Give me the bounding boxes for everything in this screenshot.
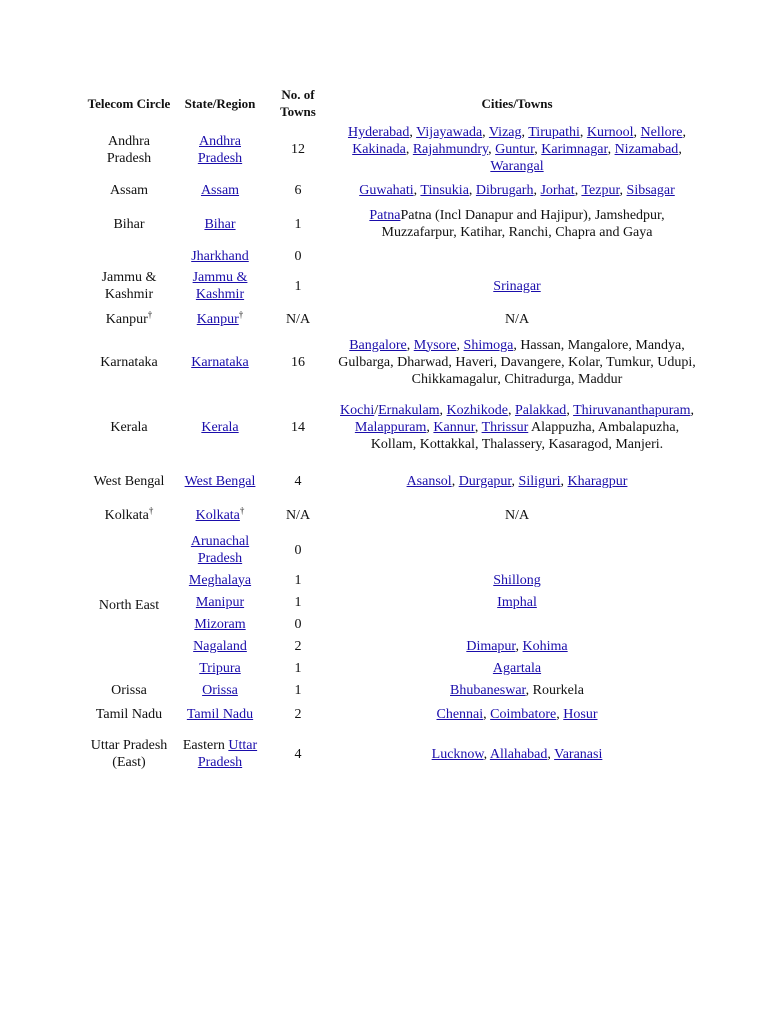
telecom-circle-cell	[84, 391, 174, 463]
city-link[interactable]: Siliguri	[518, 473, 561, 489]
city-link[interactable]: Guntur	[495, 142, 535, 157]
cities-towns-cell	[330, 679, 704, 701]
dagger-footnote-mark: †	[148, 504, 154, 515]
state-link[interactable]: Bihar	[204, 216, 236, 232]
city-text: ,	[560, 473, 568, 489]
telecom-circle-cell	[84, 499, 174, 531]
table-row	[84, 122, 704, 177]
telecom-circle-cell	[84, 245, 174, 267]
city-text: , Rourkela	[525, 682, 584, 698]
cities-towns-cell	[330, 463, 704, 499]
table-body	[84, 122, 704, 781]
state-region-cell	[174, 245, 266, 267]
state-region-cell	[174, 267, 266, 305]
city-link[interactable]: Kozhikode	[446, 402, 508, 418]
city-link[interactable]: Palakkad	[514, 402, 567, 418]
header-state-region: State/Region	[184, 95, 256, 111]
state-link[interactable]: Karnataka	[191, 354, 249, 370]
cities-towns-cell	[330, 613, 704, 635]
no-of-towns-cell: 1	[294, 216, 302, 232]
city-link[interactable]: Kannur	[433, 419, 475, 435]
table-row	[84, 569, 704, 591]
city-text: ,	[534, 142, 542, 157]
city-text: ,	[574, 182, 582, 198]
dagger-footnote-mark: †	[239, 504, 245, 515]
state-link[interactable]: Orissa	[202, 682, 238, 698]
no-of-towns-cell: 1	[294, 594, 302, 610]
city-link[interactable]: Hyderabad	[347, 125, 410, 140]
header-telecom-circle: Telecom Circle	[87, 95, 171, 111]
no-of-towns-cell: 1	[294, 682, 302, 698]
state-link[interactable]: Jammu & Kashmir	[192, 270, 248, 302]
city-link[interactable]: Sibsagar	[626, 182, 675, 198]
telecom-circle-name: Karnataka	[100, 354, 158, 370]
city-text: ,	[566, 402, 574, 418]
no-of-towns-cell: 0	[294, 542, 302, 558]
city-link[interactable]: Thrissur	[481, 419, 529, 435]
telecom-circles-table	[84, 84, 704, 781]
city-link[interactable]: Warangal	[490, 159, 544, 174]
telecom-circle-name: Orissa	[111, 682, 147, 698]
table-row	[84, 305, 704, 333]
telecom-circle-cell	[84, 267, 174, 305]
city-link[interactable]: Thiruvananthapuram	[573, 402, 691, 418]
state-region-cell	[174, 203, 266, 245]
header-cities-towns: Cities/Towns	[481, 95, 553, 111]
cities-towns-cell	[330, 305, 704, 333]
state-link[interactable]: Arunachal Pradesh	[190, 534, 250, 566]
telecom-circle-name: North East	[98, 597, 160, 613]
telecom-circle-cell	[84, 333, 174, 391]
cities-towns-cell	[330, 499, 704, 531]
cities-towns-cell	[330, 245, 704, 267]
telecom-circle-cell	[84, 203, 174, 245]
table-row	[84, 635, 704, 657]
telecom-circle-name: Kanpur	[105, 311, 148, 327]
table-row	[84, 177, 704, 203]
dagger-footnote-mark: †	[238, 308, 244, 319]
state-link[interactable]: Andhra Pradesh	[197, 133, 243, 166]
city-link[interactable]: Kochi	[340, 402, 375, 418]
city-text: ,	[690, 402, 694, 418]
city-text: ,	[488, 142, 496, 157]
city-text: ,	[607, 142, 615, 157]
city-link[interactable]: Dibrugarh	[475, 182, 534, 198]
city-link[interactable]: Bhubaneswar	[450, 682, 526, 698]
no-of-towns-cell: 4	[294, 473, 302, 489]
table-row	[84, 391, 704, 463]
state-region-cell	[174, 657, 266, 679]
cities-towns-cell	[330, 727, 704, 781]
state-link[interactable]: Kolkata	[195, 507, 240, 523]
state-link[interactable]: Assam	[200, 182, 240, 198]
city-text: , Hassan, Mangalore, Mandya, Gulbarga, Dharwad, Haveri, Davangere, Kolar, Tumkur, Udupi, Chikkamagalur, Chitradurga, Maddur	[338, 337, 696, 387]
city-text: ,	[511, 473, 519, 489]
state-text: Eastern	[182, 738, 229, 753]
state-region-cell	[174, 591, 266, 613]
city-link[interactable]: Hosur	[563, 706, 598, 722]
telecom-circle-cell	[84, 305, 174, 333]
telecom-circle-cell	[84, 122, 174, 177]
state-link[interactable]: Jharkhand	[191, 248, 249, 264]
city-link[interactable]: Shillong	[493, 572, 541, 588]
telecom-circle-cell	[84, 679, 174, 701]
city-link[interactable]: Tirupathi	[528, 125, 580, 140]
city-text: ,	[619, 182, 627, 198]
city-text: ,	[521, 125, 529, 140]
city-link[interactable]: Srinagar	[493, 278, 541, 294]
city-link[interactable]: Guwahati	[359, 182, 414, 198]
no-of-towns-cell: 1	[294, 278, 302, 294]
city-text: N/A	[504, 507, 530, 523]
state-region-cell	[174, 727, 266, 781]
city-text: ,	[483, 706, 491, 722]
no-of-towns-cell: 0	[294, 248, 302, 264]
telecom-circle-name: Uttar Pradesh (East)	[90, 738, 168, 770]
city-text: ,	[405, 142, 413, 157]
cities-towns-cell	[330, 569, 704, 591]
city-text: Alappuzha, Ambalapuzha, Kollam, Kottakkal, Thalassery, Kasaragod, Manjeri.	[370, 419, 680, 452]
state-region-cell	[174, 701, 266, 727]
city-link[interactable]: Varanasi	[554, 746, 603, 762]
state-link[interactable]: Tripura	[199, 660, 241, 676]
cities-towns-cell	[330, 635, 704, 657]
city-link[interactable]: Jorhat	[540, 182, 575, 198]
table-row	[84, 679, 704, 701]
state-link[interactable]: Kanpur	[196, 311, 239, 327]
city-text: ,	[515, 638, 523, 654]
telecom-circle-name: Jammu & Kashmir	[101, 270, 157, 302]
table-row	[84, 245, 704, 267]
no-of-towns-cell: 4	[294, 746, 302, 762]
telecom-circle-name: Kerala	[110, 419, 148, 435]
no-of-towns-cell: N/A	[285, 507, 311, 523]
state-region-cell	[174, 569, 266, 591]
telecom-circle-cell	[84, 177, 174, 203]
state-link[interactable]: Mizoram	[194, 616, 246, 632]
city-text: ,	[439, 402, 447, 418]
city-link[interactable]: Chennai	[436, 706, 484, 722]
city-text: ,	[633, 125, 641, 140]
table-row	[84, 203, 704, 245]
telecom-circle-name: Tamil Nadu	[95, 706, 163, 722]
city-text: ,	[507, 402, 515, 418]
city-link[interactable]: Vizag	[488, 125, 522, 140]
table-header-row	[84, 84, 704, 122]
telecom-circle-name: West Bengal	[93, 473, 165, 489]
city-link[interactable]: Tinsukia	[420, 182, 469, 198]
city-link[interactable]: Nizamabad	[614, 142, 679, 157]
no-of-towns-cell: 2	[294, 638, 302, 654]
city-link[interactable]: Karimnagar	[541, 142, 608, 157]
state-region-cell	[174, 679, 266, 701]
city-text: ,	[413, 182, 421, 198]
city-link[interactable]: Kakinada	[352, 142, 406, 157]
no-of-towns-cell: 1	[294, 660, 302, 676]
city-link[interactable]: Patna	[369, 208, 401, 223]
city-link[interactable]: Kharagpur	[567, 473, 628, 489]
city-link[interactable]: Mysore	[413, 337, 457, 353]
no-of-towns-cell: 2	[294, 706, 302, 722]
state-region-cell	[174, 122, 266, 177]
table-row	[84, 727, 704, 781]
city-link[interactable]: Dimapur	[466, 638, 516, 654]
state-link[interactable]: Manipur	[195, 594, 245, 610]
state-region-cell	[174, 531, 266, 569]
city-link[interactable]: Allahabad	[489, 746, 548, 762]
state-region-cell	[174, 499, 266, 531]
table-row	[84, 531, 704, 569]
city-link[interactable]: Lucknow	[431, 746, 484, 762]
city-link[interactable]: Kurnool	[586, 125, 634, 140]
telecom-circle-name: Assam	[109, 182, 149, 198]
table-row	[84, 701, 704, 727]
state-region-cell	[174, 177, 266, 203]
city-text: ,	[678, 142, 682, 157]
telecom-circle-cell	[84, 531, 174, 679]
dagger-footnote-mark: †	[147, 308, 153, 319]
city-text: ,	[468, 182, 476, 198]
cities-towns-cell	[330, 203, 704, 245]
table-row	[84, 267, 704, 305]
no-of-towns-cell: 16	[291, 354, 305, 370]
telecom-circle-cell	[84, 701, 174, 727]
city-link[interactable]: Nellore	[640, 125, 683, 140]
table-row	[84, 657, 704, 679]
header-no-of-towns: No. of Towns	[280, 87, 316, 119]
cities-towns-cell	[330, 391, 704, 463]
city-link[interactable]: Coimbatore	[490, 706, 557, 722]
city-text: ,	[533, 182, 541, 198]
cities-towns-cell	[330, 701, 704, 727]
cities-towns-cell	[330, 531, 704, 569]
state-region-cell	[174, 463, 266, 499]
state-link[interactable]: Uttar Pradesh	[197, 738, 258, 770]
city-link[interactable]: Asansol	[406, 473, 452, 489]
no-of-towns-cell: 1	[294, 572, 302, 588]
city-text: ,	[456, 337, 464, 353]
no-of-towns-cell: 12	[291, 142, 305, 157]
cities-towns-cell	[330, 122, 704, 177]
city-link[interactable]: Ernakulam	[378, 402, 440, 418]
city-text: ,	[482, 125, 489, 140]
state-link[interactable]: West Bengal	[184, 473, 256, 489]
city-link[interactable]: Agartala	[492, 660, 542, 676]
city-text: ,	[409, 125, 417, 140]
no-of-towns-cell: N/A	[285, 311, 311, 327]
table-row	[84, 613, 704, 635]
city-text: ,	[547, 746, 555, 762]
state-link[interactable]: Meghalaya	[188, 572, 252, 588]
city-link[interactable]: Rajahmundry	[412, 142, 489, 157]
city-link[interactable]: Kohima	[522, 638, 568, 654]
city-text: ,	[682, 125, 687, 140]
city-text: ,	[579, 125, 587, 140]
city-text: ,	[474, 419, 482, 435]
no-of-towns-cell: 0	[294, 616, 302, 632]
city-text: N/A	[504, 311, 530, 327]
state-region-cell	[174, 613, 266, 635]
city-link[interactable]: Shimoga	[463, 337, 514, 353]
city-link[interactable]: Malappuram	[354, 419, 427, 435]
cities-towns-cell	[330, 333, 704, 391]
city-text: ,	[406, 337, 414, 353]
table-row	[84, 591, 704, 613]
city-link[interactable]: Durgapur	[458, 473, 512, 489]
table-row	[84, 333, 704, 391]
telecom-circle-cell	[84, 463, 174, 499]
table-row	[84, 499, 704, 531]
city-text: ,	[483, 746, 490, 762]
city-text: ,	[451, 473, 459, 489]
table-row	[84, 463, 704, 499]
state-region-cell	[174, 333, 266, 391]
cities-towns-cell	[330, 591, 704, 613]
city-link[interactable]: Vijayawada	[416, 125, 483, 140]
city-text: Patna (Incl Danapur and Hajipur), Jamshedpur, Muzzafarpur, Katihar, Ranchi, Chapra and Gaya	[381, 208, 665, 240]
cities-towns-cell	[330, 657, 704, 679]
city-text: /	[374, 402, 379, 418]
state-region-cell	[174, 635, 266, 657]
city-link[interactable]: Bangalore	[349, 337, 407, 353]
cities-towns-cell	[330, 177, 704, 203]
city-link[interactable]: Tezpur	[581, 182, 620, 198]
city-text: ,	[556, 706, 564, 722]
telecom-circle-name: Bihar	[113, 216, 145, 232]
no-of-towns-cell: 6	[294, 182, 302, 198]
telecom-circle-name: Kolkata	[104, 507, 149, 523]
city-text: ,	[426, 419, 434, 435]
state-link[interactable]: Tamil Nadu	[186, 706, 254, 722]
state-region-cell	[174, 391, 266, 463]
state-region-cell	[174, 305, 266, 333]
telecom-circle-name: Andhra Pradesh	[106, 133, 152, 166]
state-link[interactable]: Nagaland	[193, 638, 247, 654]
no-of-towns-cell: 14	[291, 419, 305, 435]
cities-towns-cell	[330, 267, 704, 305]
telecom-circle-cell	[84, 727, 174, 781]
city-link[interactable]: Imphal	[497, 594, 537, 610]
state-link[interactable]: Kerala	[201, 419, 239, 435]
